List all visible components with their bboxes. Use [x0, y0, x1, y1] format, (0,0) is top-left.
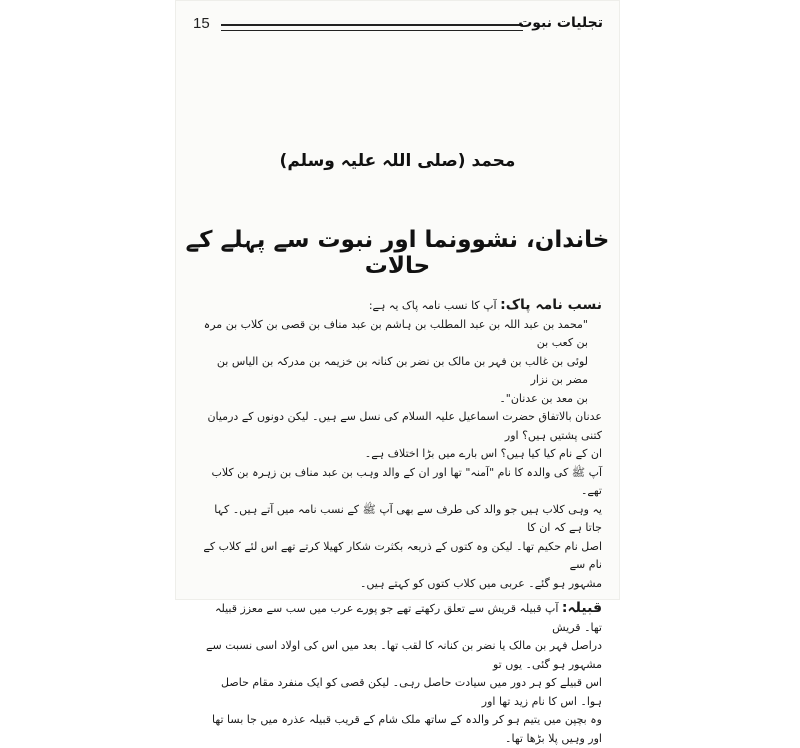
tribe-line: وہ بچپن میں یتیم ہو کر والدہ کے ساتھ ملک شام کے قریب قبیلہ عذرہ میں جا بسا تھا اور وہیں پلا بڑھا تھا۔ — [212, 713, 602, 745]
running-title: تجلیات نبوت — [518, 15, 603, 31]
mother-line: آپ ﷺ کی والدہ کا نام "آمنہ" تھا اور ان کے والد وہب بن عبد مناف بن زہرہ بن کلاب تھے۔ — [211, 465, 602, 497]
chapter-name: محمد (صلی اللہ علیہ وسلم) — [279, 151, 516, 171]
adnan-line: ان کے نام کیا کیا ہیں؟ اس بارے میں بڑا اختلاف ہے۔ — [364, 447, 602, 460]
tribe-line: دراصل فہر بن مالک یا نضر بن کنانہ کا لقب تھا۔ بعد میں اس کی اولاد اسی نسبت سے مشہور ہو گئی۔ یوں تو — [206, 639, 602, 671]
lineage-quote-line: لوئی بن غالب بن فہر بن مالک بن نضر بن کنانہ بن خزیمہ بن مدرکہ بن الیاس بن مضر بن نزار — [216, 354, 588, 386]
tribe-line — [197, 599, 602, 637]
tribe-heading: قبیلہ: — [561, 600, 602, 616]
tribe-line-text: آپ قبیلہ قریش سے تعلق رکھتے تھے جو پورے عرب میں سب سے معزز قبیلہ تھا۔ قریش — [215, 602, 602, 634]
mother-line: اصل نام حکیم تھا۔ لیکن وہ کتوں کے ذریعہ بکثرت شکار کھیلا کرتے تھے اس لئے کلاب کے نام سے — [203, 539, 602, 571]
lineage-quote-line: بن معد بن عدنان"۔ — [499, 391, 588, 405]
lineage-heading-line — [197, 296, 602, 316]
page-number: 15 — [193, 15, 210, 32]
header-rule — [221, 24, 523, 31]
book-page — [175, 0, 620, 745]
lineage-quote-line: "محمد بن عبد اللہ بن عبد المطلب بن ہاشم بن عبد مناف بن قصی بن کلاب بن مرہ بن کعب بن — [203, 317, 588, 349]
lineage-heading: نسب نامہ پاک: — [500, 297, 602, 313]
adnan-line: عدنان بالاتفاق حضرت اسماعیل علیہ السلام کی نسل سے ہیں۔ لیکن دونوں کے درمیان کتنی پشتیں ہیں؟ اور — [207, 410, 602, 442]
mother-line: مشہور ہو گئے۔ عربی میں کلاب کتوں کو کہتے ہیں۔ — [359, 576, 602, 590]
body-text — [197, 296, 602, 748]
chapter-title: خاندان، نشوونما اور نبوت سے پہلے کے حالات — [185, 227, 610, 279]
mother-line: یہ وہی کلاب ہیں جو والد کی طرف سے بھی آپ ﷺ کے نسب نامہ میں آتے ہیں۔ کہا جاتا ہے کہ ان کا — [214, 502, 602, 534]
tribe-line: اس قبیلے کو ہر دور میں سیادت حاصل رہی۔ لیکن قصی کو ایک منفرد مقام حاصل ہوا۔ اس کا نام زید تھا اور — [221, 676, 602, 708]
page-header — [193, 15, 603, 37]
lineage-intro: آپ کا نسب نامہ پاک یہ ہے: — [368, 299, 497, 312]
